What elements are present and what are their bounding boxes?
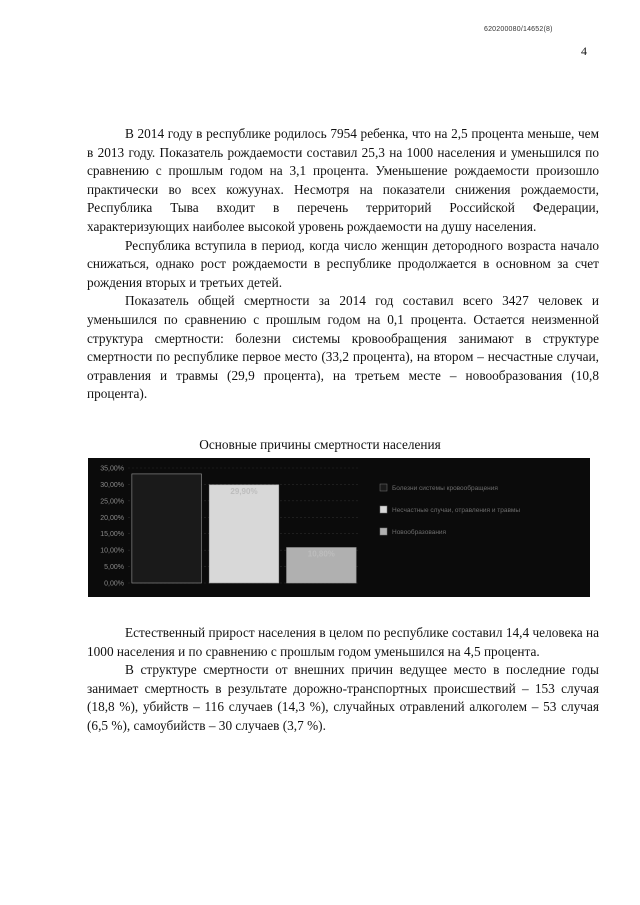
- mortality-chart: [88, 458, 590, 597]
- legend-entry: Несчастные случаи, отравления и травмы: [392, 507, 521, 514]
- legend-swatch: [380, 528, 387, 535]
- data-label-2: 29,90%: [230, 486, 258, 496]
- y-tick-label: 0,00%: [104, 580, 124, 588]
- y-tick-label: 20,00%: [100, 514, 124, 522]
- text-block-top: [87, 125, 599, 404]
- y-tick-label: 30,00%: [100, 481, 124, 489]
- paragraph-natural-growth: Естественный прирост населения в целом по республике составил 14,4 человека на 1000 населения и по сравнению с прошлым годом уменьшился на 4,5 процента.: [87, 625, 599, 659]
- document-id: 620200080/14652(8): [484, 26, 553, 33]
- bar-2: [209, 485, 279, 583]
- legend-entry: Новообразования: [392, 529, 447, 536]
- y-tick-label: 25,00%: [100, 498, 124, 506]
- page-number: 4: [581, 44, 587, 58]
- paragraph-mortality: Показатель общей смертности за 2014 год составил всего 3427 человек и уменьшился по сравнению с прошлым годом на 0,1 процента. Остается неизменной структура смертности: болезни системы кровообращения занимают в структуре смертности по республике первое место (33,2 процента), на втором – несчастные случаи, отравления и травмы (29,9 процента), на третьем месте – новообразования (10,8 процента).: [87, 293, 599, 402]
- paragraph-external-causes: В структуре смертности от внешних причин ведущее место в последние годы занимает смертность в результате дорожно-транспортных происшествий – 153 случая (18,8 %), убийств – 116 случаев (14,3 %), случайных отравлений алкоголем – 53 случая (6,5 %), самоубийств – 30 случаев (3,7 %).: [87, 662, 599, 733]
- legend-swatch: [380, 484, 387, 491]
- chart-svg: [88, 458, 590, 597]
- chart-title: Основные причины смертности населения: [199, 437, 441, 452]
- y-tick-label: 5,00%: [104, 564, 124, 572]
- legend-entry: Болезни системы кровообращения: [392, 485, 498, 492]
- data-label-3: 10,80%: [307, 549, 335, 559]
- legend-swatch: [380, 506, 387, 513]
- text-block-bottom: [87, 624, 599, 736]
- paragraph-birth-rate: В 2014 году в республике родилось 7954 ребенка, что на 2,5 процента меньше, чем в 2013 году. Показатель рождаемости составил 25,3 на 1000 населения и уменьшился по сравнению с прошлым годом на 3,1 процента. Уменьшение рождаемости произошло практически во всех кожуунах. Несмотря на показатели снижения рождаемости, Республика Тыва входит в перечень территорий Российской Федерации, характеризующих наиболее высокой уровень рождаемости на душу населения.: [87, 126, 599, 234]
- paragraph-women-reproductive-age: Республика вступила в период, когда число женщин детородного возраста начало снижаться, однако рост рождаемости в республике продолжается в основном за счет рождения вторых и третьих детей.: [87, 237, 599, 290]
- y-tick-label: 10,00%: [100, 547, 124, 555]
- y-tick-label: 15,00%: [100, 531, 124, 539]
- bar-1: [132, 474, 202, 583]
- y-tick-label: 35,00%: [100, 465, 124, 473]
